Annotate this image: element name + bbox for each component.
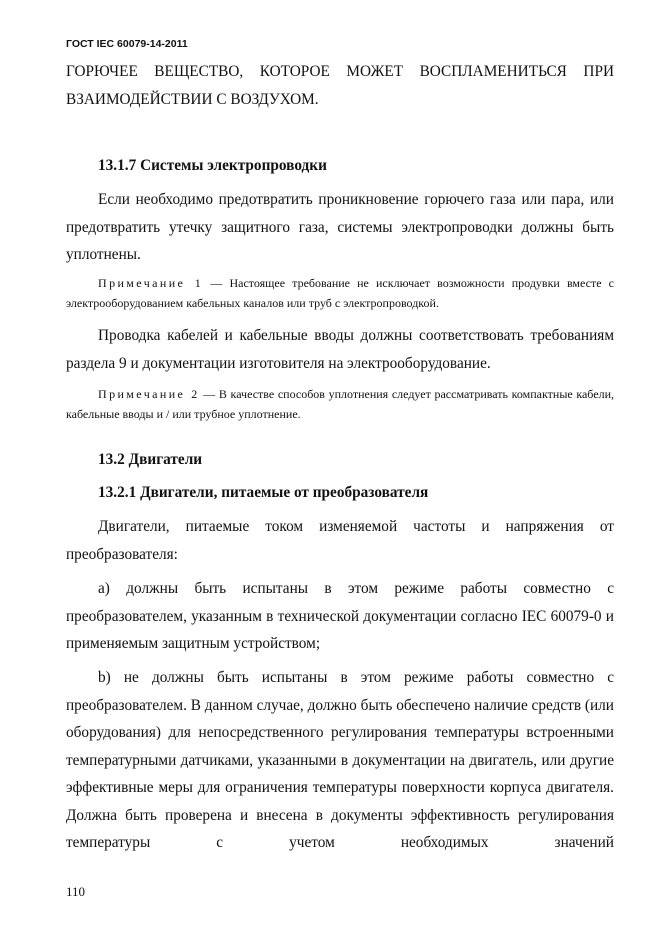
section-heading-13-2-1: 13.2.1 Двигатели, питаемые от преобразователя xyxy=(98,484,429,501)
paragraph-continuation: ГОРЮЧЕЕ ВЕЩЕСТВО, КОТОРОЕ МОЖЕТ ВОСПЛАМЕНИТЬСЯ ПРИ ВЗАИМОДЕЙСТВИИ С ВОЗДУХОМ. xyxy=(66,63,614,108)
note-2-label: Примечание 2 xyxy=(98,387,200,401)
list-item-b: b) не должны быть испытаны в этом режиме работы совместно с преобразователем. В данном случае, должно быть обеспечено наличие средств (или оборудования) для непосредственного регулирования температуры встроенными температурными датчиками, указанными в документации на двигатель, или другие эффективные меры для ограничения температуры поверхности корпуса двигателя. Должна быть проверена и внесена в документы эффективность регулирования температуры с учетом необходимых значений xyxy=(66,669,614,851)
section-heading-13-1-7: 13.1.7 Системы электропроводки xyxy=(98,157,327,174)
note-1-text: — Настоящее требование не исключает возможности продувки вместе с электрооборудованием кабельных каналов или труб с электропроводкой. xyxy=(66,276,615,310)
note-2-text: — В качестве способов уплотнения следует рассматривать компактные кабели, кабельные вводы и / или трубное уплотнение. xyxy=(66,387,614,421)
document-code-header: ГОСТ IEC 60079-14-2011 xyxy=(66,38,188,50)
list-item-a: a) должны быть испытаны в этом режиме работы совместно с преобразователем, указанным в технической документации согласно IEC 60079-0 и применяемым защитным устройством; xyxy=(66,580,614,652)
paragraph-cable-entries: Проводка кабелей и кабельные вводы должны соответствовать требованиям раздела 9 и документации изготовителя на электрооборудование. xyxy=(66,327,614,372)
section-heading-13-2: 13.2 Двигатели xyxy=(98,451,203,468)
page-number: 110 xyxy=(66,884,86,899)
paragraph-motors-intro: Двигатели, питаемые током изменяемой частоты и напряжения от преобразователя: xyxy=(66,518,614,563)
note-1-label: Примечание 1 xyxy=(98,276,204,290)
paragraph-sealing-requirement: Если необходимо предотвратить проникновение горючего газа или пара, или предотвратить утечку защитного газа, системы электропроводки должны быть уплотнены. xyxy=(66,191,614,263)
note-2 xyxy=(66,384,614,424)
note-1 xyxy=(66,273,614,313)
